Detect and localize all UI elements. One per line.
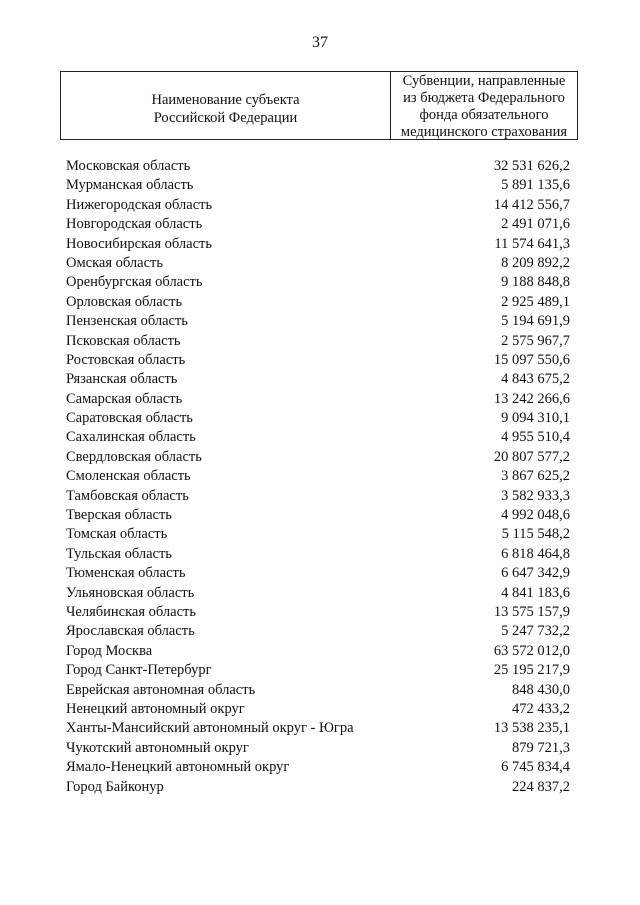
table-row: [66, 700, 570, 719]
table-row: [66, 157, 570, 176]
table-row: [66, 215, 570, 234]
subvention-value: 32 531 626,2: [493, 158, 570, 174]
table-row: [66, 525, 570, 544]
table-row: [66, 428, 570, 447]
subvention-value: 472 433,2: [512, 700, 570, 717]
subvention-value: 14 412 556,7: [493, 196, 570, 213]
subvention-value: 4 992 048,6: [501, 507, 570, 524]
subject-name: Рязанская область: [66, 371, 178, 388]
subject-name: Город Москва: [66, 642, 153, 659]
subvention-value: 3 867 625,2: [501, 468, 570, 485]
table-row: [66, 312, 570, 331]
header-subvention-line: из бюджета Федерального: [403, 90, 565, 106]
subject-name: Томская область: [66, 526, 168, 543]
subject-name: Ямало-Ненецкий автономный округ: [66, 759, 290, 776]
header-subject-line: Наименование субъекта: [151, 91, 300, 108]
subvention-value: 848 430,0: [512, 681, 570, 698]
subvention-value: 4 955 510,4: [501, 429, 570, 446]
subject-name: Ненецкий автономный округ: [66, 700, 245, 717]
table-row: [66, 778, 570, 797]
subvention-value: 5 247 732,2: [501, 623, 570, 640]
subvention-value: 6 647 342,9: [501, 565, 570, 582]
subvention-value: 13 538 235,1: [493, 720, 570, 737]
table-row: [66, 584, 570, 603]
subject-name: Пензенская область: [66, 313, 188, 330]
subject-name: Чукотский автономный округ: [66, 739, 249, 756]
subject-name: Орловская область: [66, 293, 183, 310]
header-subvention-line: фонда обязательного: [419, 107, 549, 123]
subvention-value: 879 721,3: [512, 739, 570, 756]
table-row: [66, 681, 570, 700]
subject-name: Сахалинская область: [66, 429, 196, 446]
subvention-value: 9 094 310,1: [501, 410, 570, 427]
subject-name: Саратовская область: [66, 410, 193, 427]
table-row: [66, 506, 570, 525]
subject-name: Тверская область: [66, 507, 172, 524]
table-row: [66, 390, 570, 409]
subvention-value: 2 491 071,6: [501, 216, 570, 233]
table-row: [66, 332, 570, 351]
subject-name: Псковская область: [66, 332, 181, 349]
subvention-value: 5 194 691,9: [501, 313, 570, 330]
table-row: [66, 739, 570, 758]
table-row: [66, 409, 570, 428]
table-header: [60, 71, 578, 140]
table-row: [66, 293, 570, 312]
subvention-value: 2 575 967,7: [501, 332, 570, 349]
table-row: [66, 758, 570, 777]
table-row: [66, 603, 570, 622]
subject-name: Новгородская область: [66, 216, 203, 233]
subject-name: Оренбургская область: [66, 274, 203, 291]
header-subvention-line: Субвенции, направленные: [402, 73, 566, 89]
subvention-value: 3 582 933,3: [501, 487, 570, 504]
header-subject-name: [61, 72, 391, 139]
table-row: [66, 719, 570, 738]
subvention-value: 6 745 834,4: [501, 759, 570, 776]
subvention-value: 15 097 550,6: [493, 351, 570, 368]
subvention-value: 224 837,2: [512, 778, 570, 795]
table-row: [66, 642, 570, 661]
subvention-value: 6 818 464,8: [501, 545, 570, 562]
subvention-value: 25 195 217,9: [493, 662, 570, 679]
table-row: [66, 370, 570, 389]
table-row: [66, 351, 570, 370]
subvention-value: 4 843 675,2: [501, 371, 570, 388]
subject-name: Омская область: [66, 254, 163, 271]
subvention-value: 9 188 848,8: [501, 274, 570, 291]
table-row: [66, 176, 570, 195]
subject-name: Ростовская область: [66, 351, 186, 368]
table-row: [66, 448, 570, 467]
subvention-value: 13 575 157,9: [493, 603, 570, 620]
subject-name: Смоленская область: [66, 468, 191, 485]
subvention-value: 2 925 489,1: [501, 293, 570, 310]
subject-name: Новосибирская область: [66, 235, 212, 252]
subject-name: Город Санкт-Петербург: [66, 662, 212, 679]
table-row: [66, 196, 570, 215]
subject-name: Тамбовская область: [66, 487, 189, 504]
table-row: [66, 235, 570, 254]
subject-name: Свердловская область: [66, 448, 202, 465]
subject-name: Ярославская область: [66, 623, 195, 640]
subvention-value: 5 115 548,2: [501, 526, 570, 543]
subvention-value: 13 242 266,6: [493, 390, 570, 407]
page-number: 37: [312, 34, 328, 51]
subvention-value: 5 891 135,6: [501, 177, 570, 194]
subvention-value: 4 841 183,6: [501, 584, 570, 601]
table-row: [66, 564, 570, 583]
subject-name: Тульская область: [66, 545, 172, 562]
header-subvention-line: медицинского страхования: [400, 124, 568, 140]
table-row: [66, 661, 570, 680]
table-row: [66, 273, 570, 292]
table-row: [66, 622, 570, 641]
subvention-value: 8 209 892,2: [501, 254, 570, 271]
header-subject-line: Российской Федерации: [153, 109, 298, 126]
subject-name: Мурманская область: [66, 177, 194, 194]
table-row: [66, 254, 570, 273]
subject-name: Ханты-Мансийский автономный округ - Югра: [66, 720, 354, 737]
subject-name: Челябинская область: [66, 603, 196, 620]
table-row: [66, 467, 570, 486]
subject-name: Еврейская автономная область: [66, 681, 256, 698]
subject-name: Московская область: [66, 158, 191, 174]
table-body: [66, 157, 570, 797]
subvention-value: 20 807 577,2: [493, 448, 570, 465]
subject-name: Нижегородская область: [66, 196, 213, 213]
subvention-value: 63 572 012,0: [493, 642, 570, 659]
subject-name: Ульяновская область: [66, 584, 195, 601]
subject-name: Тюменская область: [66, 565, 186, 582]
subvention-value: 11 574 641,3: [494, 235, 570, 252]
subject-name: Город Байконур: [66, 778, 164, 795]
table-row: [66, 487, 570, 506]
table-row: [66, 545, 570, 564]
subject-name: Самарская область: [66, 390, 183, 407]
header-subvention: [391, 72, 577, 139]
